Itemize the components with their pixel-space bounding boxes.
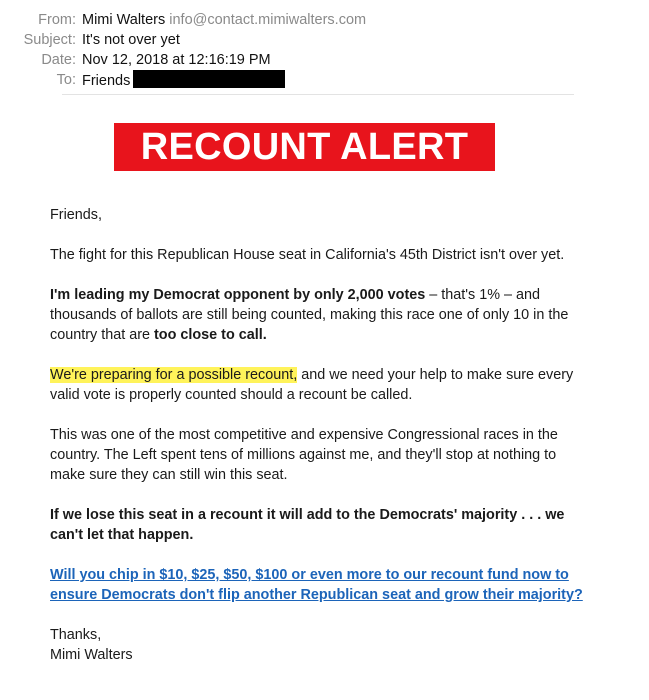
from-label: From:	[38, 12, 76, 28]
sender-email[interactable]: info@contact.mimiwalters.com	[169, 12, 367, 28]
subject-value: It's not over yet	[82, 32, 180, 48]
email-header	[0, 10, 600, 91]
paragraph-3	[50, 365, 590, 405]
greeting: Friends,	[50, 207, 102, 223]
signoff: Thanks,	[50, 627, 102, 643]
paragraph-2-bold-end: too close to call.	[154, 327, 267, 343]
to-label: To:	[56, 72, 76, 88]
paragraph-2-bold-lead: I'm leading my Democrat opponent by only 2,000 votes	[50, 287, 426, 303]
subject-label: Subject:	[23, 32, 76, 48]
highlighted-text: We're preparing for a possible recount,	[50, 367, 298, 383]
header-divider	[62, 94, 574, 95]
date-value: Nov 12, 2018 at 12:16:19 PM	[82, 52, 271, 68]
paragraph-1: The fight for this Republican House seat in California's 45th District isn't over yet.	[50, 247, 565, 263]
date-label: Date:	[41, 52, 76, 68]
signoff-block	[50, 625, 590, 665]
paragraph-4: This was one of the most competitive and expensive Congressional races in the country. The Left spent tens of millions against me, and they'll stop at nothing to make sure they can still win this seat.	[50, 427, 558, 483]
donation-link[interactable]: Will you chip in $10, $25, $50, $100 or even more to our recount fund now to ensure Democrats don't flip another Republican seat and grow their majority?	[50, 567, 583, 603]
to-row	[0, 70, 600, 91]
recipient-name: Friends	[82, 73, 131, 89]
paragraph-3-text: and we need your help to make sure every valid vote is properly counted should a recount be called.	[50, 367, 574, 403]
paragraph-5-bold: If we lose this seat in a recount it will add to the Democrats' majority . . . we can't let that happen.	[50, 507, 565, 543]
paragraph-5	[50, 505, 590, 545]
sender-name: Mimi Walters	[82, 12, 166, 28]
email-body	[50, 205, 590, 685]
from-row	[0, 10, 600, 30]
date-row	[0, 50, 600, 70]
subject-row	[0, 30, 600, 50]
paragraph-2-text: – that's 1% – and thousands of ballots are still being counted, making this race one of only 10 in the country that are	[50, 287, 569, 343]
paragraph-2	[50, 285, 590, 345]
redaction-bar	[133, 70, 285, 88]
donation-paragraph	[50, 565, 590, 605]
recount-alert-banner: RECOUNT ALERT	[114, 123, 495, 171]
signature: Mimi Walters	[50, 647, 133, 663]
